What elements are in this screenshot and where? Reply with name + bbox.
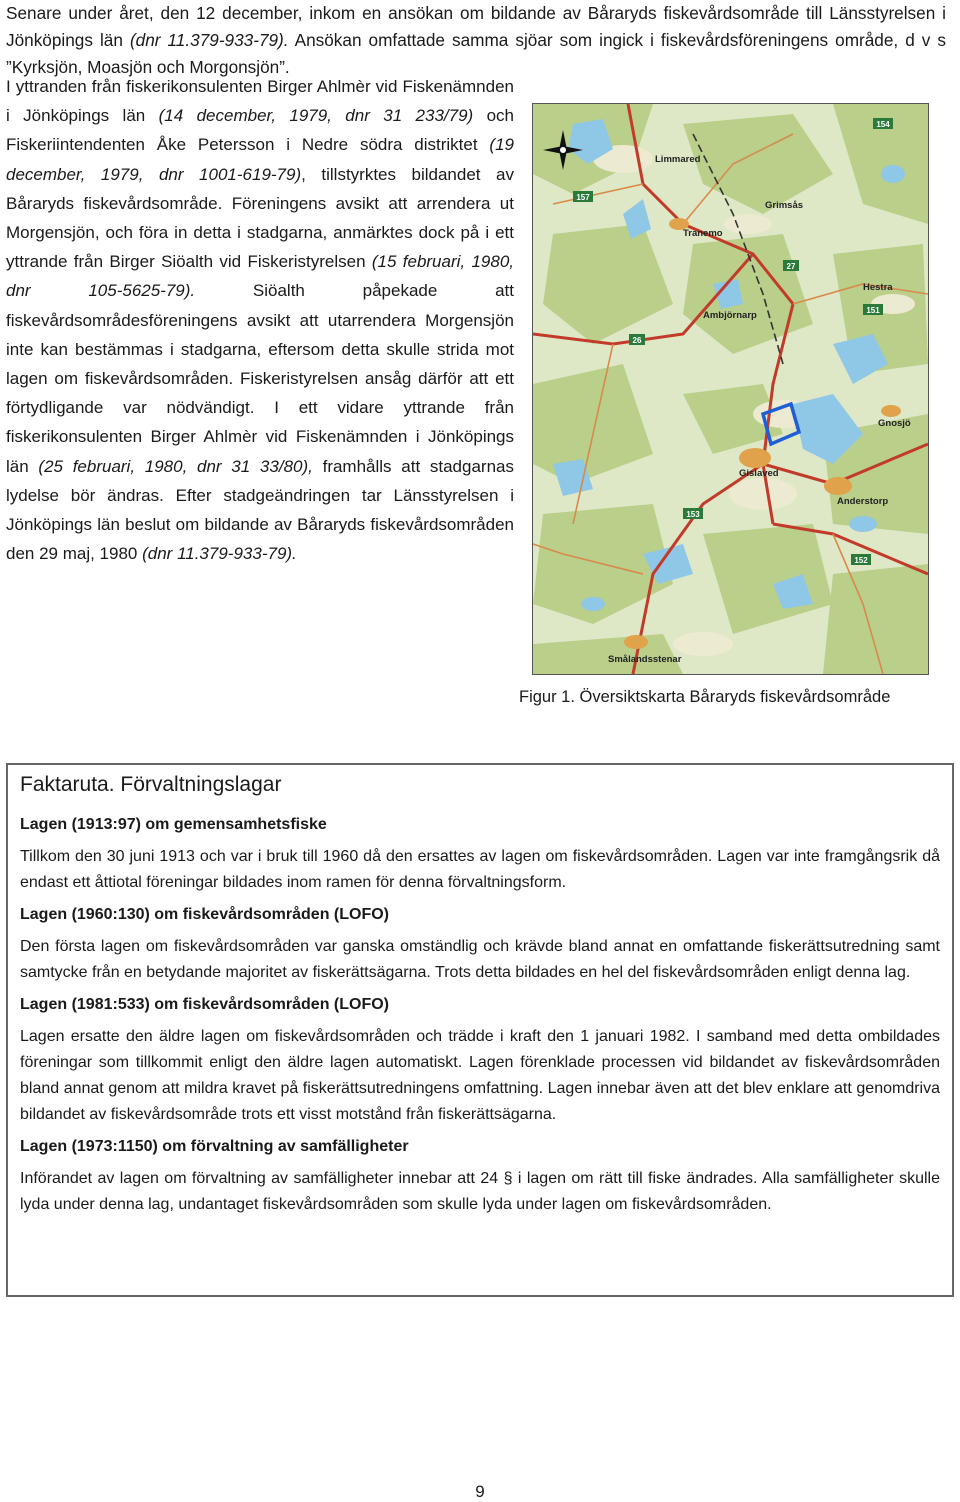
body-paragraph (6, 72, 514, 568)
body-reference-2: (19 december, 1979, dnr 1001-619-79) (6, 135, 514, 184)
body-text-2: och Fiskeriintendenten Åke Petersson i Nedre södra distriktet (6, 106, 514, 155)
place-label: Anderstorp (837, 496, 889, 507)
intro-paragraph (6, 0, 946, 81)
law-heading: Lagen (1913:97) om gemensamhetsfiske (20, 816, 327, 833)
body-text-3: , tillstyrktes bildandet av Båraryds fiskevårdsområde. Föreningens avsikt att arrendera ut Morgensjön, och föra in detta i stadgarna, anmärktes dock på i ett yttrande från Birger Siöalth vid Fiskeristyrelsen (6, 164, 514, 272)
law-description: Införandet av lagen om förvaltning av samfälligheter innebar att 24 § i lagen om rätt till fiske ändrades. Alla samfälligheter skulle lyda under denna lag, undantaget fiskevårdsområden som skulle lyda under lagen om fiskevårdsområden. (20, 1170, 940, 1213)
law-heading: Lagen (1981:533) om fiskevårdsområden (LOFO) (20, 996, 389, 1013)
body-reference-4: (25 februari, 1980, dnr 31 33/80), (38, 456, 313, 476)
place-label: Tranemo (683, 228, 723, 239)
road-number: 157 (576, 193, 590, 202)
body-reference-1: (14 december, 1979, dnr 31 233/79) (158, 106, 474, 126)
law-heading: Lagen (1973:1150) om förvaltning av samfälligheter (20, 1138, 409, 1155)
place-label: Limmared (655, 154, 701, 165)
law-description: Lagen ersatte den äldre lagen om fiskevårdsområden och trädde i kraft den 1 januari 1982. I samband med detta ombildades föreningar som tillkommit enligt den äldre lagen automatiskt. Lagen förenklade processen vid bildandet av fiskevårdsområden bland annat genom att mildra kravet på fiskerättsutredningens omfattning. Lagen innebar även att det blev enklare att genomdriva bildandet av fiskevårdsområde trots ett visst motstånd från fiskerättsägarna. (20, 1028, 940, 1123)
road-number: 154 (876, 120, 890, 129)
page-number: 9 (475, 1482, 485, 1501)
body-text-4: Siöalth påpekade att fiskevårdsområdesföreningens avsikt att utarrendera Morgensjön inte kan bestämmas i stadgarna, eftersom detta skulle strida mot lagen om fiskevårdsområden. Fiskeristyrelsen ansåg därför att ett förtydligande var nödvändigt. I ett vidare yttrande från fiskerikonsulenten Birger Ahlmèr vid Fiskenämnden i Jönköpings län (6, 281, 515, 476)
place-label: Grimsås (765, 200, 804, 211)
body-reference-3: (15 februari, 1980, dnr 105-5625-79). (6, 252, 514, 301)
place-label: Smålandsstenar (608, 654, 682, 665)
place-label: Gnosjö (878, 418, 911, 429)
body-text-5: framhålls att stadgarnas lydelse bör ändras. Efter stadgeändringen tar Länsstyrelsen i Jönköpings län beslut om bildande av Båraryds fiskevårdsområden den 29 maj, 1980 (6, 456, 514, 564)
place-label: Hestra (863, 282, 893, 293)
intro-reference: (dnr 11.379-933-79). (129, 30, 289, 50)
law-heading: Lagen (1960:130) om fiskevårdsområden (LOFO) (20, 906, 389, 923)
intro-text-2: Ansökan omfattade samma sjöar som ingick i fiskevårdsföreningens område, d v s ”Kyrksjön, Moasjön och Morgonsjön”. (6, 30, 946, 77)
figure-caption: Figur 1. Översiktskarta Båraryds fiskevårdsområde (519, 688, 891, 706)
overview-map (532, 103, 929, 675)
fact-box (6, 763, 954, 1297)
road-number: 151 (866, 306, 880, 315)
law-description: Den första lagen om fiskevårdsområden var ganska omständlig och krävde bland annat en omfattande fiskerättsutredning samt samtycke från en betydande majoritet av fiskerättsägarna. Trots detta bildades en hel del fiskevårdsområden enligt denna lag. (20, 938, 940, 981)
intro-text-1: Senare under året, den 12 december, inkom en ansökan om bildande av Båraryds fiskevårdsområde till Länsstyrelsen i Jönköpings län (6, 3, 946, 50)
body-text-1: I yttranden från fiskerikonsulenten Birger Ahlmèr vid Fiskenämnden i Jönköpings län (6, 77, 514, 126)
map-graphic (533, 104, 928, 674)
road-number: 153 (686, 510, 700, 519)
body-reference-5: (dnr 11.379-933-79). (142, 544, 297, 564)
road-number: 27 (786, 262, 796, 271)
law-description: Tillkom den 30 juni 1913 och var i bruk till 1960 då den ersattes av lagen om fiskevårdsområden. Lagen var inte framgångsrik då endast ett åttiotal föreningar bildades inom ramen för denna förvaltningsform. (20, 848, 940, 891)
fact-box-title: Faktaruta. Förvaltningslagar (20, 773, 282, 796)
place-label: Gislaved (739, 468, 779, 479)
road-number: 152 (854, 556, 868, 565)
place-label: Ambjörnarp (703, 310, 757, 321)
road-number: 26 (632, 336, 642, 345)
